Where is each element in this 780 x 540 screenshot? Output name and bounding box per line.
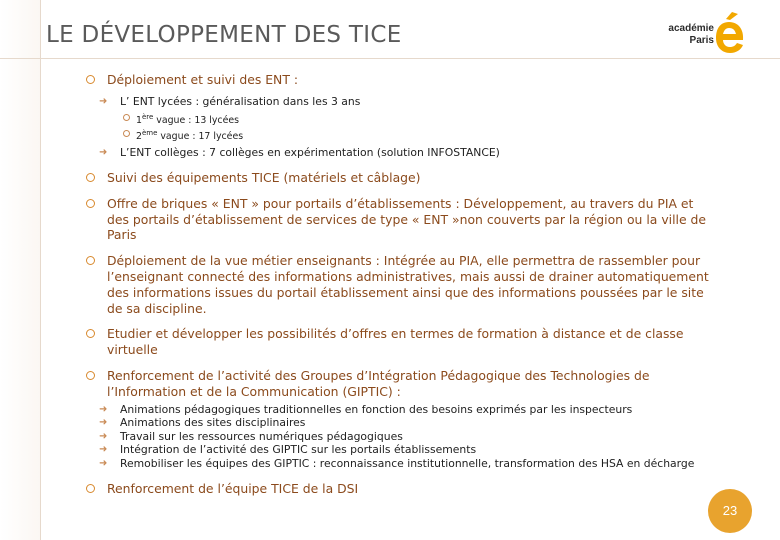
wave-ordinal: ère [141,113,154,122]
bullet-circle-icon [86,256,95,265]
sub-bullet-text: Intégration de l’activité des GIPTIC sur les portails établissements [120,443,477,457]
sub-sub-bullet-circle-icon [123,130,130,137]
logo-e-icon [714,12,744,54]
bullet-circle-icon [86,329,95,338]
bullet-text: Offre de briques « ENT » pour portails d’établissements : Développement, au travers du PIA et des portails d’établissement de services de type « ENT »non couverts par la région ou la ville de Paris [107,195,707,243]
sub-sub-bullet-wave-2 [123,127,711,143]
bullet-text: Renforcement de l’équipe TICE de la DSI [107,481,359,497]
page-number-badge: 23 [708,489,752,533]
wave-ordinal: ème [141,129,158,138]
sub-bullet-ent-colleges [99,146,711,160]
bullet-ent-deployment [86,72,711,88]
sub-bullet-giptic-3 [99,430,711,444]
sub-bullet-arrow-icon: ➜ [99,417,108,429]
sub-bullet-arrow-icon: ➜ [99,444,108,456]
sub-bullet-text: Travail sur les ressources numériques pédagogiques [120,429,403,443]
bullet-text: Suivi des équipements TICE (matériels et câblage) [107,170,421,186]
slide-content [86,72,711,497]
bullet-text: Déploiement de la vue métier enseignants : Intégrée au PIA, elle permettra de rassembler pour l’enseignant connecté des informations administratives, mais aussi de drainer automatiquement des informations issues du portail établissement ainsi que des informations poussées par le site de sa discipline. [107,253,709,316]
slide-title: LE DÉVELOPPEMENT DES TICE [46,22,402,48]
bullet-circle-icon [86,199,95,208]
bullet-circle-icon [86,371,95,380]
logo-word-paris: Paris [689,35,714,46]
bullet-teacher-view [86,253,711,316]
sub-bullet-text: Animations des sites disciplinaires [120,416,306,430]
sub-bullet-text: Animations pédagogiques traditionnelles en fonction des besoins exprimés par les inspecteurs [120,402,633,416]
wave-number: 1 [136,115,142,127]
bullet-text: Renforcement de l’activité des Groupes d’Intégration Pédagogique des Technologies de l’Information et de la Communication (GIPTIC) : [107,368,650,399]
sub-bullet-arrow-icon: ➜ [99,403,108,415]
logo-word-academie: académie [668,23,714,34]
academie-paris-logo [668,4,748,56]
sub-sub-bullet-circle-icon [123,114,130,121]
sub-bullet-arrow-icon: ➜ [99,430,108,442]
bullet-dsi-team [86,481,711,497]
sub-bullet-giptic-2 [99,416,711,430]
bullet-distance-learning [86,326,711,358]
sub-bullet-arrow-icon: ➜ [99,457,108,469]
sub-bullet-ent-lycees [99,95,711,109]
wave-text: vague : 17 lycées [157,131,244,143]
bullet-text: Etudier et développer les possibilités d’offres en termes de formation à distance et de classe virtuelle [107,326,684,358]
bullet-circle-icon [86,75,95,84]
sub-bullet-arrow-icon: ➜ [99,146,108,158]
slide-left-frame [0,0,41,540]
bullet-circle-icon [86,173,95,182]
sub-sub-bullet-wave-1 [123,111,711,127]
bullet-giptic [86,368,711,400]
bullet-text: Déploiement et suivi des ENT : [107,72,299,87]
bullet-circle-icon [86,484,95,493]
wave-number: 2 [136,131,142,143]
sub-bullet-giptic-4 [99,443,711,457]
sub-bullet-giptic-5 [99,457,711,471]
bullet-ent-bricks [86,196,711,243]
sub-bullet-text: L’ENT collèges : 7 collèges en expérimentation (solution INFOSTANCE) [120,145,500,159]
sub-bullet-text: L’ ENT lycées : généralisation dans les 3 ans [120,94,361,108]
sub-bullet-arrow-icon: ➜ [99,95,108,107]
sub-bullet-text: Remobiliser les équipes des GIPTIC : reconnaissance institutionnelle, transformation des HSA en décharge [120,456,695,470]
wave-text: vague : 13 lycées [153,115,240,127]
bullet-equipment [86,170,711,186]
sub-bullet-giptic-1 [99,403,711,417]
